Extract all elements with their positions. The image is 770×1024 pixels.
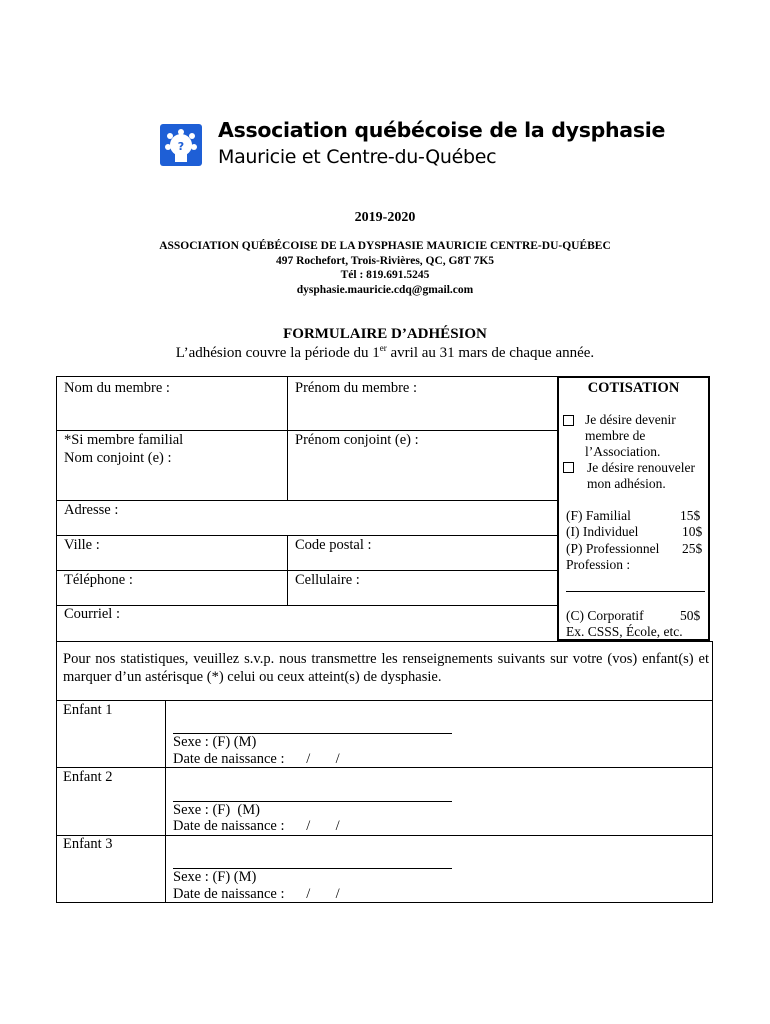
statistics-instructions: Pour nos statistiques, veuillez s.v.p. nous transmettre les renseignements suivants sur votre (vos) enfant(s) et marquer d’un astérisque (*) celui ou ceux atteint(s) de dysphasie. (63, 651, 709, 685)
spouse-name-field[interactable]: Nom conjoint (e) : (64, 450, 172, 466)
child-1-label: Enfant 1 (63, 702, 113, 718)
child-3-birthdate[interactable]: Date de naissance : / / (173, 886, 340, 902)
corporatif-example: Ex. CSSS, École, etc. (566, 624, 683, 639)
spouse-firstname-field[interactable]: Prénom conjoint (e) : (295, 432, 419, 448)
profession-underline[interactable] (566, 591, 705, 592)
year: 2019-2020 (354, 210, 416, 225)
child-1-sex[interactable]: Sexe : (F) (M) (173, 734, 257, 750)
subtitle-part1: L’adhésion couvre la période du 1 (175, 345, 380, 361)
profession-field[interactable]: Profession : (566, 557, 631, 572)
logo-title: Association québécoise de la dysphasie (218, 118, 666, 142)
child-2-label: Enfant 2 (63, 769, 113, 785)
new-member-checkbox[interactable] (563, 415, 574, 426)
corporatif-price: 50$ (680, 608, 701, 623)
renew-line2: mon adhésion. (587, 476, 666, 491)
renew-checkbox[interactable] (563, 462, 574, 473)
corporatif-option[interactable]: (C) Corporatif (566, 608, 644, 623)
member-name-field[interactable]: Nom du membre : (64, 380, 170, 396)
professionnel-option[interactable]: (P) Professionnel (566, 541, 660, 556)
svg-text:?: ? (177, 140, 185, 153)
member-firstname-field[interactable]: Prénom du membre : (295, 380, 418, 396)
form-subtitle (0, 343, 770, 362)
child-3-label: Enfant 3 (63, 836, 113, 852)
child-1-birthdate[interactable]: Date de naissance : / / (173, 751, 340, 767)
child-2-birthdate[interactable]: Date de naissance : / / (173, 818, 340, 834)
family-note: *Si membre familial (64, 432, 184, 448)
renew-line1: Je désire renouveler (587, 460, 695, 475)
address-field[interactable]: Adresse : (64, 502, 119, 518)
professionnel-price: 25$ (682, 541, 703, 556)
association-address: 497 Rochefort, Trois-Rivières, QC, G8T 7K5 (275, 255, 495, 267)
subtitle-part2: avril au 31 mars de chaque année. (386, 345, 595, 361)
familial-price: 15$ (680, 508, 701, 523)
phone-field[interactable]: Téléphone : (64, 572, 133, 588)
postal-code-field[interactable]: Code postal : (295, 537, 372, 553)
child-head-icon (160, 124, 202, 166)
city-field[interactable]: Ville : (64, 537, 100, 553)
familial-option[interactable]: (F) Familial (566, 508, 631, 523)
association-phone: Tél : 819.691.5245 (340, 269, 430, 281)
logo-subtitle: Mauricie et Centre-du-Québec (218, 146, 497, 168)
individuel-price: 10$ (682, 524, 703, 539)
individuel-option[interactable]: (I) Individuel (566, 524, 639, 539)
association-logo-icon (160, 124, 202, 166)
association-name: ASSOCIATION QUÉBÉCOISE DE LA DYSPHASIE MAURICIE CENTRE-DU-QUÉBEC (159, 240, 611, 252)
cotisation-title: COTISATION (587, 380, 680, 396)
new-member-line3: l’Association. (585, 444, 661, 459)
child-2-sex[interactable]: Sexe : (F) (M) (173, 802, 260, 818)
form-title: FORMULAIRE D’ADHÉSION (283, 326, 487, 342)
email-field[interactable]: Courriel : (64, 606, 120, 622)
cell-field[interactable]: Cellulaire : (295, 572, 360, 588)
subtitle-superscript: er (379, 343, 387, 353)
child-3-sex[interactable]: Sexe : (F) (M) (173, 869, 257, 885)
new-member-line2: membre de (585, 428, 646, 443)
new-member-line1: Je désire devenir (585, 412, 676, 427)
association-email[interactable]: dysphasie.mauricie.cdq@gmail.com (296, 284, 474, 296)
